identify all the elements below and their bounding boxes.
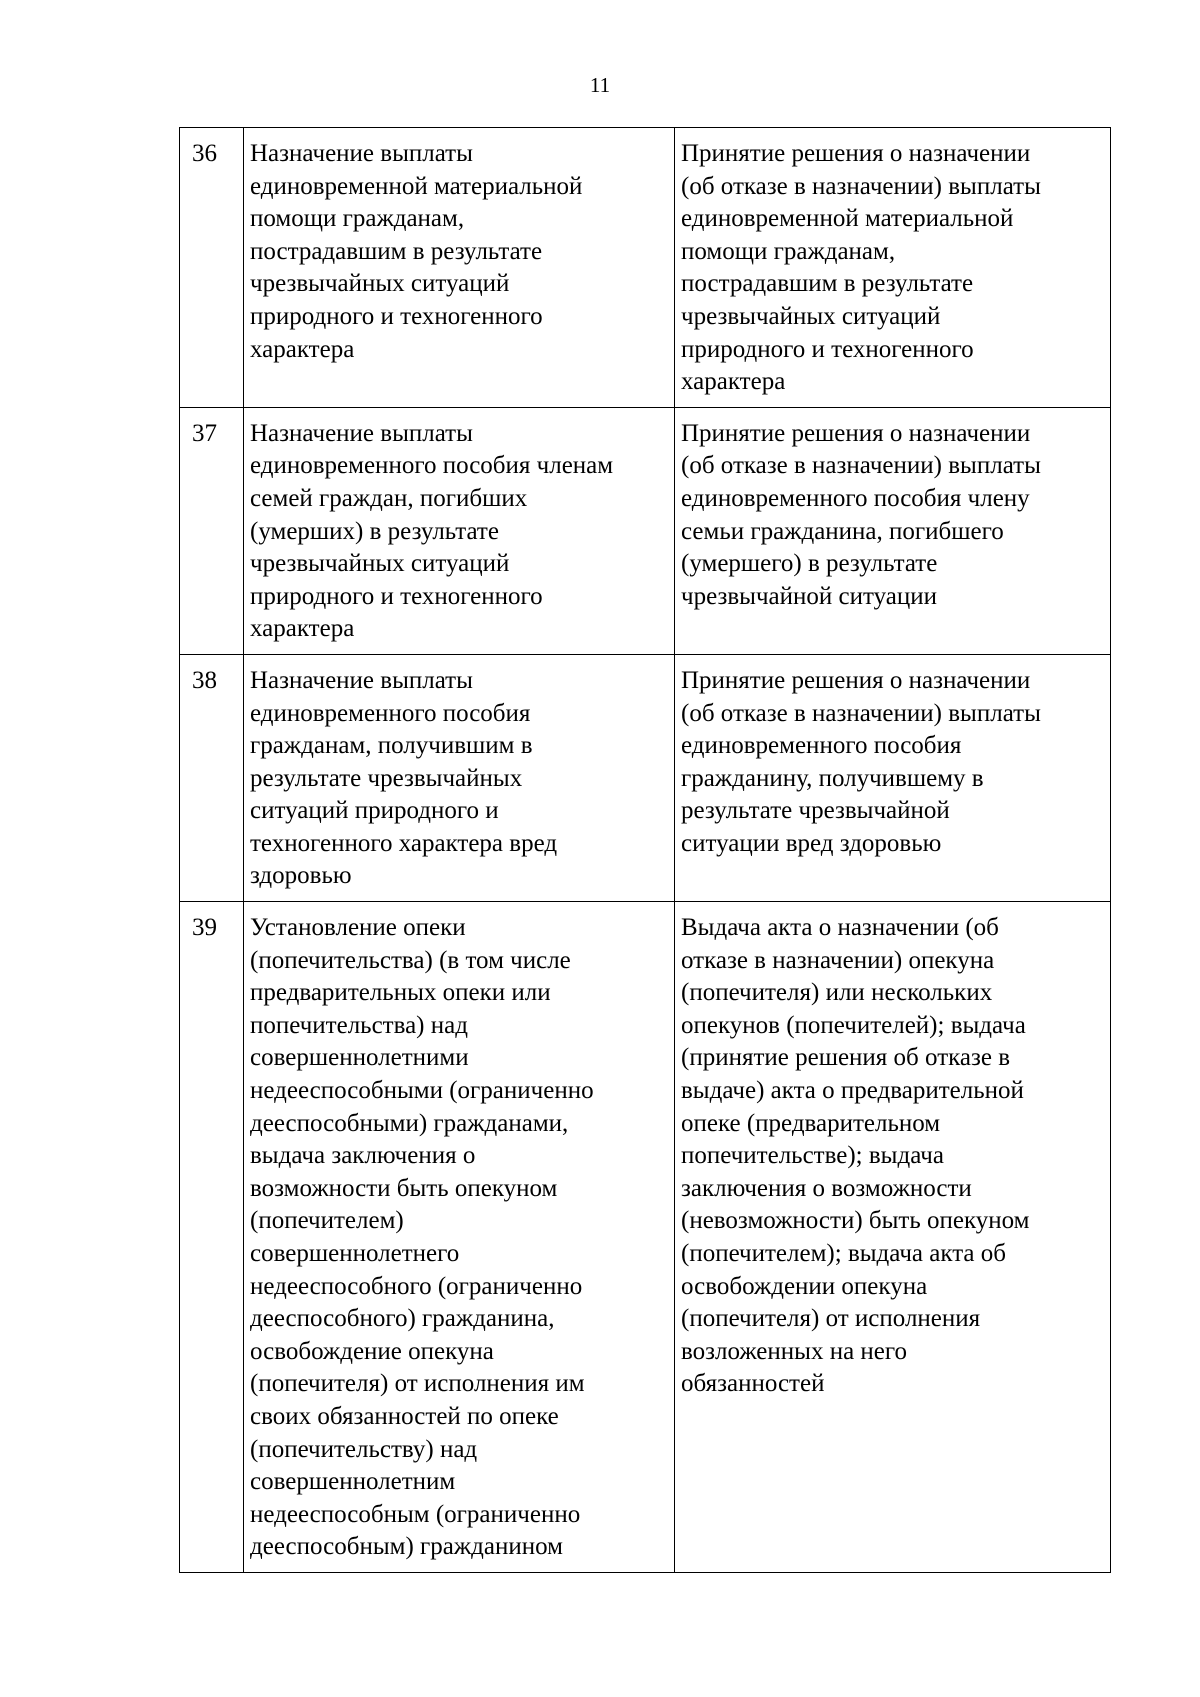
service-name-text: Назначение выплаты единовременного пособия членам семей граждан, погибших (умерших) в результате чрезвычайных ситуаций природного и техногенного характера: [250, 419, 614, 643]
service-result-text: Выдача акта о назначении (об отказе в назначении) опекуна (попечителя) или нескольких опекунов (попечителей); выдача (принятие решения об отказе в выдаче) акта о предварительной опеке (предварительном попечительстве); выдача заключения о возможности (невозможности) быть опекуном (попечителем); выдача акта об освобождении опекуна (попечителя) от исполнения возложенных на него обязанностей: [681, 914, 1030, 1398]
row-number: 36: [180, 128, 244, 408]
row-number: 38: [180, 654, 244, 901]
service-result-cell: [675, 902, 1111, 1573]
service-result-text: Принятие решения о назначении (об отказе в назначении) выплаты единовременного пособия члену семьи гражданина, погибшего (умершего) в результате чрезвычайной ситуации: [681, 419, 1041, 610]
service-name-text: Назначение выплаты единовременного пособия гражданам, получившим в результате чрезвычайных ситуаций природного и техногенного характера вред здоровью: [250, 666, 558, 890]
service-result-cell: [675, 128, 1111, 408]
service-name-cell: [244, 407, 675, 654]
service-result-cell: [675, 407, 1111, 654]
service-name-cell: [244, 902, 675, 1573]
page-number: 11: [589, 73, 611, 97]
service-name-text: Назначение выплаты единовременной материальной помощи гражданам, пострадавшим в результате чрезвычайных ситуаций природного и техногенного характера: [250, 140, 583, 363]
table-row: [180, 654, 1111, 901]
service-result-text: Принятие решения о назначении (об отказе в назначении) выплаты единовременной материальной помощи гражданам, пострадавшим в результате чрезвычайных ситуаций природного и техногенного характера: [681, 140, 1041, 396]
table-row: [180, 128, 1111, 408]
row-number: 37: [180, 407, 244, 654]
service-result-cell: [675, 654, 1111, 901]
service-name-cell: [244, 654, 675, 901]
table-row: [180, 902, 1111, 1573]
table-row: [180, 407, 1111, 654]
row-number: 39: [180, 902, 244, 1573]
service-name-text: Установление опеки (попечительства) (в том числе предварительных опеки или попечительства) над совершеннолетними недееспособными (ограниченно дееспособными) гражданами, выдача заключения о возможности быть опекуном (попечителем) совершеннолетнего недееспособного (ограниченно дееспособного) гражданина, освобождение опекуна (попечителя) от исполнения им своих обязанностей по опеке (попечительству) над совершеннолетним недееспособным (ограниченно дееспособным) гражданином: [250, 914, 594, 1561]
services-table: [179, 127, 1111, 1573]
service-result-text: Принятие решения о назначении (об отказе в назначении) выплаты единовременного пособия гражданину, получившему в результате чрезвычайной ситуации вред здоровью: [681, 666, 1041, 857]
service-name-cell: [244, 128, 675, 408]
